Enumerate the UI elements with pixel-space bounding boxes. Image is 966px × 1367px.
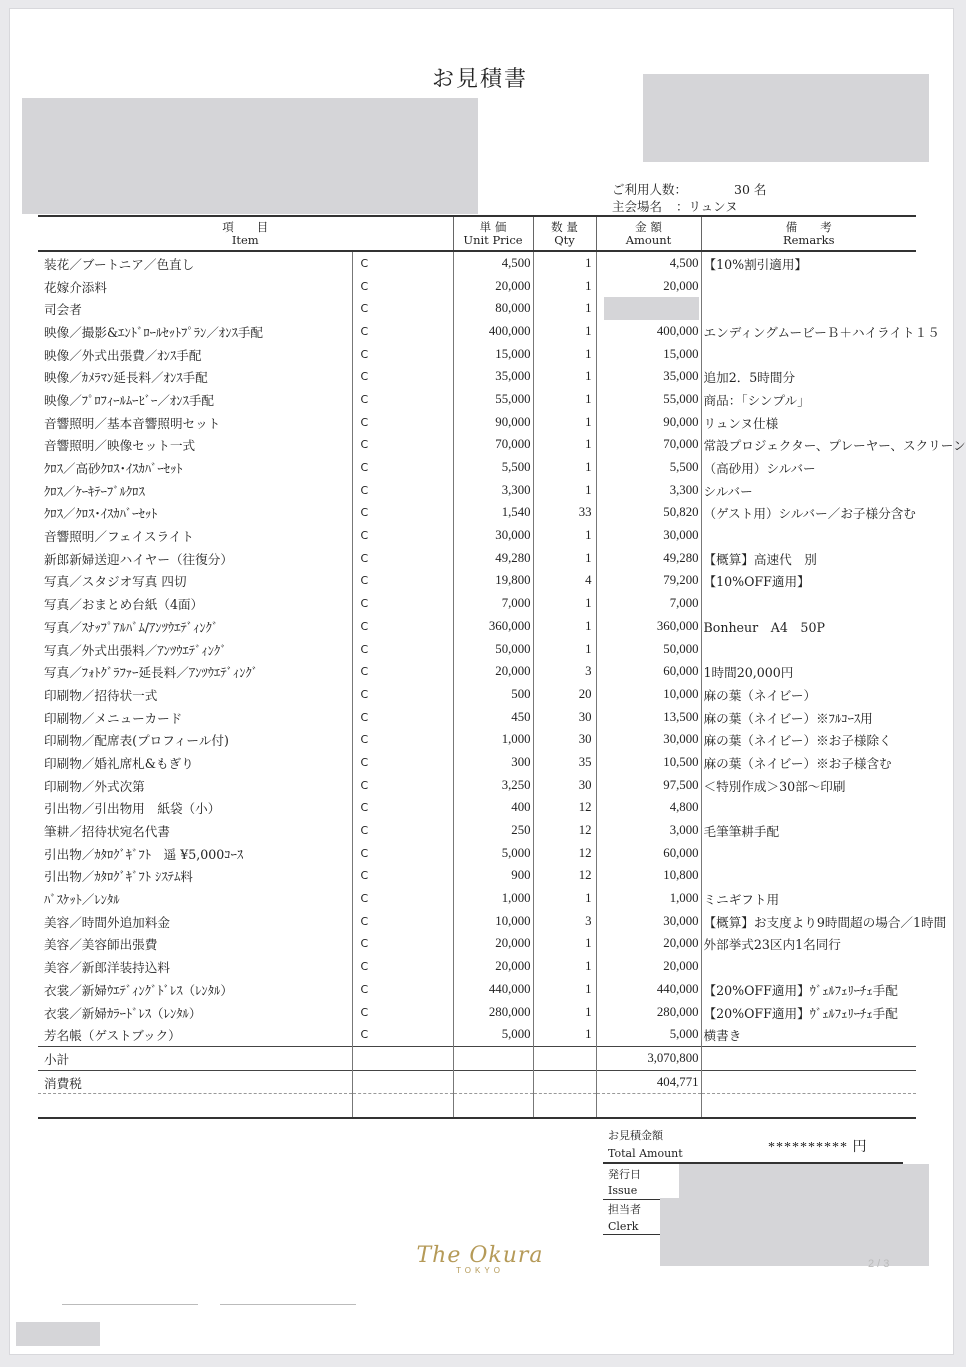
row-code: C: [352, 570, 453, 593]
row-remarks: [701, 592, 916, 615]
row-amount: 97,500: [596, 774, 701, 797]
row-code: C: [352, 1001, 453, 1024]
row-item: ｸﾛｽ／高砂ｸﾛｽ･ｲｽｶﾊﾞｰｾｯﾄ: [38, 456, 352, 479]
table-row: [38, 411, 916, 434]
row-code: C: [352, 411, 453, 434]
total-label-ja: お見積金額: [608, 1129, 663, 1142]
table-row: [38, 343, 916, 366]
row-unit-price: 50,000: [453, 638, 533, 661]
document-title: お見積書: [431, 67, 528, 92]
row-unit-price: 7,000: [453, 592, 533, 615]
row-code: C: [352, 933, 453, 956]
row-unit-price: 49,280: [453, 547, 533, 570]
row-code: C: [352, 1023, 453, 1046]
row-amount: 30,000: [596, 910, 701, 933]
row-code: C: [352, 751, 453, 774]
row-qty: 30: [533, 706, 596, 729]
header-remarks: 備 考 Remarks: [701, 216, 916, 251]
row-remarks: [701, 865, 916, 888]
table-row: [38, 819, 916, 842]
row-amount: 20,000: [596, 955, 701, 978]
table-row: [38, 479, 916, 502]
table-row: [38, 1001, 916, 1024]
row-qty: 4: [533, 570, 596, 593]
okura-logo: [0, 1243, 960, 1275]
row-amount: 7,000: [596, 592, 701, 615]
row-amount: 5,000: [596, 1023, 701, 1046]
row-item: 印刷物／婚礼席札&もぎり: [38, 751, 352, 774]
row-unit-price: 70,000: [453, 434, 533, 457]
row-item: 花嫁介添料: [38, 275, 352, 298]
table-row: [38, 524, 916, 547]
row-amount: 30,000: [596, 728, 701, 751]
redacted-mc-name: [604, 297, 699, 320]
row-item: ﾊﾞｽｹｯﾄ／ﾚﾝﾀﾙ: [38, 887, 352, 910]
row-item: 音響照明／フェイスライト: [38, 524, 352, 547]
row-item: 音響照明／基本音響照明セット: [38, 411, 352, 434]
row-item: 映像／外式出張費／ｵﾝｽ手配: [38, 343, 352, 366]
row-remarks: 【概算】お支度より9時間超の場合／1時間: [703, 914, 947, 930]
row-item: 美容／時間外追加料金: [38, 910, 352, 933]
row-item: 写真／スタジオ写真 四切: [38, 570, 352, 593]
row-amount: 35,000: [596, 365, 701, 388]
row-amount: 90,000: [596, 411, 701, 434]
row-unit-price: 400,000: [453, 320, 533, 343]
row-amount: 440,000: [596, 978, 701, 1001]
row-item: 映像／ｶﾒﾗﾏﾝ延長料／ｵﾝｽ手配: [38, 365, 352, 388]
row-amount: 280,000: [596, 1001, 701, 1024]
row-code: C: [352, 865, 453, 888]
row-item: 写真／おまとめ台紙（4面）: [38, 592, 352, 615]
row-qty: 1: [533, 615, 596, 638]
tax-label: 消費税: [38, 1070, 352, 1094]
clerk-label-en: Clerk: [608, 1220, 639, 1233]
row-item: 芳名帳（ゲストブック）: [38, 1023, 352, 1046]
row-remarks: 常設プロジェクター、プレーヤー、スクリーン: [703, 438, 966, 454]
row-remarks: 追加2．5時間分: [703, 370, 796, 386]
row-amount: 79,200: [596, 570, 701, 593]
row-qty: 1: [533, 955, 596, 978]
row-remarks: 毛筆筆耕手配: [703, 824, 780, 840]
row-remarks: 商品：「シンプル」: [703, 392, 810, 408]
estimate-table: [38, 215, 966, 1119]
row-qty: 1: [533, 411, 596, 434]
row-unit-price: 500: [453, 683, 533, 706]
row-item: 引出物／引出物用 紙袋（小）: [38, 797, 352, 820]
table-row: [38, 751, 916, 774]
row-code: C: [352, 797, 453, 820]
table-row: [38, 365, 916, 388]
row-remarks: [701, 275, 916, 298]
table-row: [38, 456, 916, 479]
row-remarks: （ゲスト用）シルバー／お子様分含む: [703, 506, 916, 522]
row-unit-price: 360,000: [453, 615, 533, 638]
row-amount: 3,000: [596, 819, 701, 842]
table-row: [38, 797, 916, 820]
row-item: 引出物／ｶﾀﾛｸﾞｷﾞﾌﾄ 遥 ¥5,000ｺｰｽ: [38, 842, 352, 865]
row-qty: 1: [533, 524, 596, 547]
row-item: 衣裳／新婦ｳｴﾃﾞｨﾝｸﾞﾄﾞﾚｽ（ﾚﾝﾀﾙ）: [38, 978, 352, 1001]
row-unit-price: 30,000: [453, 524, 533, 547]
table-row: [38, 706, 916, 729]
row-remarks: 【10%割引適用】: [703, 256, 808, 272]
row-amount: 360,000: [596, 615, 701, 638]
row-qty: 1: [533, 638, 596, 661]
row-code: C: [352, 592, 453, 615]
row-qty: 12: [533, 797, 596, 820]
row-code: C: [352, 774, 453, 797]
row-item: 印刷物／メニューカード: [38, 706, 352, 729]
header-amount: 金 額 Amount: [596, 216, 701, 251]
row-amount: 3,300: [596, 479, 701, 502]
row-qty: 1: [533, 933, 596, 956]
row-remarks: シルバー: [703, 483, 753, 499]
row-amount: 4,500: [596, 251, 701, 275]
row-code: C: [352, 819, 453, 842]
row-remarks: 【10%OFF適用】: [703, 574, 810, 590]
logo-city: TOKYO: [456, 1266, 504, 1275]
row-item: 衣裳／新婦ｶﾗｰﾄﾞﾚｽ（ﾚﾝﾀﾙ）: [38, 1001, 352, 1024]
row-qty: 1: [533, 547, 596, 570]
row-remarks: エンディングムービーＢ＋ハイライト１５: [703, 324, 940, 340]
row-unit-price: 35,000: [453, 365, 533, 388]
row-item: 美容／美容師出張費: [38, 933, 352, 956]
row-amount: 1,000: [596, 887, 701, 910]
row-unit-price: 20,000: [453, 275, 533, 298]
row-unit-price: 20,000: [453, 955, 533, 978]
row-remarks: 麻の葉（ネイビー）※ﾌﾙｺｰｽ用: [703, 710, 873, 726]
row-code: C: [352, 638, 453, 661]
venue-label: 主会場名: [612, 199, 663, 214]
guest-count-value: 30 名: [734, 182, 767, 197]
row-remarks: ミニギフト用: [703, 892, 780, 908]
row-code: C: [352, 479, 453, 502]
row-qty: 1: [533, 1023, 596, 1046]
logo-name: The Okura: [416, 1243, 544, 1268]
row-item: 印刷物／招待状一式: [38, 683, 352, 706]
row-code: C: [352, 660, 453, 683]
row-code: C: [352, 297, 453, 320]
row-remarks: （高砂用）シルバー: [703, 461, 816, 477]
row-qty: 12: [533, 865, 596, 888]
guest-count-label: ご利用人数：: [612, 182, 688, 197]
row-code: C: [352, 388, 453, 411]
row-amount: 10,000: [596, 683, 701, 706]
row-qty: 20: [533, 683, 596, 706]
row-qty: 1: [533, 297, 596, 320]
subtotal-label: 小計: [38, 1047, 352, 1071]
header-item: 項 目 Item: [38, 216, 453, 251]
row-remarks: 麻の葉（ネイビー）※お子様含む: [703, 755, 892, 771]
row-qty: 1: [533, 592, 596, 615]
row-remarks: [701, 955, 916, 978]
row-unit-price: 80,000: [453, 297, 533, 320]
row-unit-price: 1,000: [453, 728, 533, 751]
table-row: [38, 865, 916, 888]
redacted-company-block: [643, 74, 929, 162]
row-unit-price: 440,000: [453, 978, 533, 1001]
row-amount: 49,280: [596, 547, 701, 570]
venue-value: ：リュンヌ: [676, 199, 738, 214]
clerk-underline: [603, 1234, 663, 1235]
row-unit-price: 90,000: [453, 411, 533, 434]
row-unit-price: 10,000: [453, 910, 533, 933]
row-qty: 3: [533, 910, 596, 933]
row-remarks: [701, 842, 916, 865]
row-qty: 12: [533, 819, 596, 842]
row-qty: 30: [533, 774, 596, 797]
row-remarks: [701, 638, 916, 661]
row-item: 新郎新婦送迎ハイヤー（往復分）: [38, 547, 352, 570]
row-code: C: [352, 910, 453, 933]
issue-label-ja: 発行日: [608, 1168, 641, 1181]
table-row: [38, 388, 916, 411]
row-item: 司会者: [38, 297, 352, 320]
row-unit-price: 5,000: [453, 1023, 533, 1046]
row-unit-price: 15,000: [453, 343, 533, 366]
row-unit-price: 280,000: [453, 1001, 533, 1024]
table-row: [38, 275, 916, 298]
table-row: [38, 978, 916, 1001]
row-amount: 10,500: [596, 751, 701, 774]
row-item: ｸﾛｽ／ｸﾛｽ･ｲｽｶﾊﾞｰｾｯﾄ: [38, 502, 352, 525]
row-item: 印刷物／配席表(プロフィール付): [38, 728, 352, 751]
row-code: C: [352, 502, 453, 525]
row-unit-price: 20,000: [453, 660, 533, 683]
row-item: 印刷物／外式次第: [38, 774, 352, 797]
row-amount: 5,500: [596, 456, 701, 479]
blank-row: [38, 1094, 916, 1118]
row-unit-price: 19,800: [453, 570, 533, 593]
subtotal-row: [38, 1047, 916, 1071]
row-amount: 70,000: [596, 434, 701, 457]
row-unit-price: 300: [453, 751, 533, 774]
row-remarks: 【20%OFF適用】ｳﾞｪﾙﾌｪﾘｰﾁｪ手配: [703, 1005, 898, 1021]
row-amount: 10,800: [596, 865, 701, 888]
row-qty: 1: [533, 434, 596, 457]
row-qty: 1: [533, 251, 596, 275]
row-amount: 15,000: [596, 343, 701, 366]
row-code: C: [352, 842, 453, 865]
tax-amount: 404,771: [596, 1070, 701, 1094]
row-remarks: 麻の葉（ネイビー）: [703, 687, 817, 703]
row-qty: 1: [533, 1001, 596, 1024]
footer-line-1: [62, 1304, 198, 1305]
row-code: C: [352, 955, 453, 978]
row-item: 引出物／ｶﾀﾛｸﾞｷﾞﾌﾄ ｼｽﾃﾑ料: [38, 865, 352, 888]
row-item: 写真／ｽﾅｯﾌﾟｱﾙﾊﾞﾑ/ｱﾝﾂｳｴﾃﾞｨﾝｸﾞ: [38, 615, 352, 638]
table-row: [38, 570, 916, 593]
row-code: C: [352, 615, 453, 638]
row-remarks: 1時間20,000円: [703, 665, 794, 681]
row-amount: 60,000: [596, 660, 701, 683]
table-row: [38, 933, 916, 956]
row-amount: 4,800: [596, 797, 701, 820]
table-row: [38, 502, 916, 525]
row-code: C: [352, 365, 453, 388]
row-code: C: [352, 683, 453, 706]
total-label-en: Total Amount: [608, 1147, 683, 1160]
row-qty: 35: [533, 751, 596, 774]
row-qty: 1: [533, 343, 596, 366]
row-amount: 20,000: [596, 275, 701, 298]
row-code: C: [352, 524, 453, 547]
row-remarks: 【20%OFF適用】ｳﾞｪﾙﾌｪﾘｰﾁｪ手配: [703, 982, 898, 998]
row-qty: 1: [533, 479, 596, 502]
row-remarks: リュンヌ仕様: [703, 415, 779, 431]
row-code: C: [352, 251, 453, 275]
row-unit-price: 400: [453, 797, 533, 820]
total-value: ********** 円: [768, 1140, 868, 1155]
table-row: [38, 910, 916, 933]
header-unit-price: 単 価 Unit Price: [453, 216, 533, 251]
page-number: 2 / 3: [868, 1258, 890, 1270]
row-code: C: [352, 887, 453, 910]
row-qty: 1: [533, 388, 596, 411]
row-unit-price: 5,500: [453, 456, 533, 479]
row-item: 音響照明／映像セット一式: [38, 434, 352, 457]
table-row: [38, 547, 916, 570]
table-row: [38, 842, 916, 865]
row-qty: 30: [533, 728, 596, 751]
row-unit-price: 3,300: [453, 479, 533, 502]
row-item: 写真／外式出張料／ｱﾝﾂｳｴﾃﾞｨﾝｸﾞ: [38, 638, 352, 661]
table-row: [38, 728, 916, 751]
row-code: C: [352, 275, 453, 298]
row-remarks: ＜特別作成＞30部～印刷: [703, 778, 846, 794]
table-row: [38, 660, 916, 683]
table-row: [38, 638, 916, 661]
row-code: C: [352, 320, 453, 343]
row-item: ｸﾛｽ／ｹｰｷﾃｰﾌﾞﾙｸﾛｽ: [38, 479, 352, 502]
table-row: [38, 887, 916, 910]
row-qty: 1: [533, 456, 596, 479]
row-qty: 12: [533, 842, 596, 865]
row-amount: 60,000: [596, 842, 701, 865]
table-row: [38, 683, 916, 706]
row-item: 美容／新郎洋装持込料: [38, 955, 352, 978]
row-qty: 1: [533, 275, 596, 298]
row-item: 映像／ﾌﾟﾛﾌｨｰﾙﾑｰﾋﾞｰ／ｵﾝｽ手配: [38, 388, 352, 411]
row-amount: 20,000: [596, 933, 701, 956]
table-header: [38, 216, 916, 251]
subtotal-amount: 3,070,800: [596, 1047, 701, 1071]
row-qty: 1: [533, 320, 596, 343]
table-row: [38, 320, 916, 343]
row-qty: 33: [533, 502, 596, 525]
redacted-customer-block: [22, 98, 478, 214]
row-remarks: 麻の葉（ネイビー）※お子様除く: [703, 733, 892, 749]
row-amount: 13,500: [596, 706, 701, 729]
row-item: 筆耕／招待状宛名代書: [38, 819, 352, 842]
row-amount: 50,820: [596, 502, 701, 525]
row-remarks: Bonheur A4 50P: [703, 619, 825, 635]
table-row: [38, 615, 916, 638]
row-item: 装花／ブートニア／色直し: [38, 251, 352, 275]
row-code: C: [352, 706, 453, 729]
row-remarks: 横書き: [703, 1028, 742, 1044]
row-amount: 50,000: [596, 638, 701, 661]
row-remarks: [701, 343, 916, 366]
row-item: 写真／ﾌｫﾄｸﾞﾗﾌｧｰ延長料／ｱﾝﾂｳｴﾃﾞｨﾝｸﾞ: [38, 660, 352, 683]
row-code: C: [352, 728, 453, 751]
row-amount: 55,000: [596, 388, 701, 411]
row-qty: 1: [533, 887, 596, 910]
row-unit-price: 55,000: [453, 388, 533, 411]
table-row: [38, 592, 916, 615]
row-code: C: [352, 343, 453, 366]
row-unit-price: 5,000: [453, 842, 533, 865]
header-qty: 数 量 Qty: [533, 216, 596, 251]
issue-label-en: Issue: [608, 1184, 638, 1197]
row-remarks: 【概算】高速代 別: [703, 551, 817, 567]
row-remarks: [701, 797, 916, 820]
row-unit-price: 450: [453, 706, 533, 729]
table-row: [38, 774, 916, 797]
row-unit-price: 4,500: [453, 251, 533, 275]
row-unit-price: 20,000: [453, 933, 533, 956]
row-remarks: [701, 524, 916, 547]
row-amount: 400,000: [596, 320, 701, 343]
row-unit-price: 1,000: [453, 887, 533, 910]
row-qty: 3: [533, 660, 596, 683]
row-unit-price: 3,250: [453, 774, 533, 797]
row-qty: 1: [533, 365, 596, 388]
table-row: [38, 297, 916, 320]
table-row: [38, 955, 916, 978]
row-unit-price: 1,540: [453, 502, 533, 525]
clerk-label-ja: 担当者: [608, 1203, 641, 1216]
tax-row: [38, 1070, 916, 1094]
row-qty: 1: [533, 978, 596, 1001]
row-code: C: [352, 978, 453, 1001]
row-amount: 30,000: [596, 524, 701, 547]
redacted-issue-clerk: [679, 1164, 929, 1202]
table-row: [38, 1023, 916, 1046]
row-remarks: [701, 297, 916, 320]
table-row: [38, 251, 916, 275]
table-row: [38, 434, 916, 457]
footer-line-2: [220, 1304, 356, 1305]
row-unit-price: 900: [453, 865, 533, 888]
row-code: C: [352, 434, 453, 457]
row-code: C: [352, 456, 453, 479]
row-remarks: 外部挙式23区内1名同行: [703, 937, 841, 953]
redacted-footer: [16, 1322, 100, 1346]
row-unit-price: 250: [453, 819, 533, 842]
row-code: C: [352, 547, 453, 570]
row-item: 映像／撮影&ｴﾝﾄﾞﾛｰﾙｾｯﾄﾌﾟﾗﾝ／ｵﾝｽ手配: [38, 320, 352, 343]
